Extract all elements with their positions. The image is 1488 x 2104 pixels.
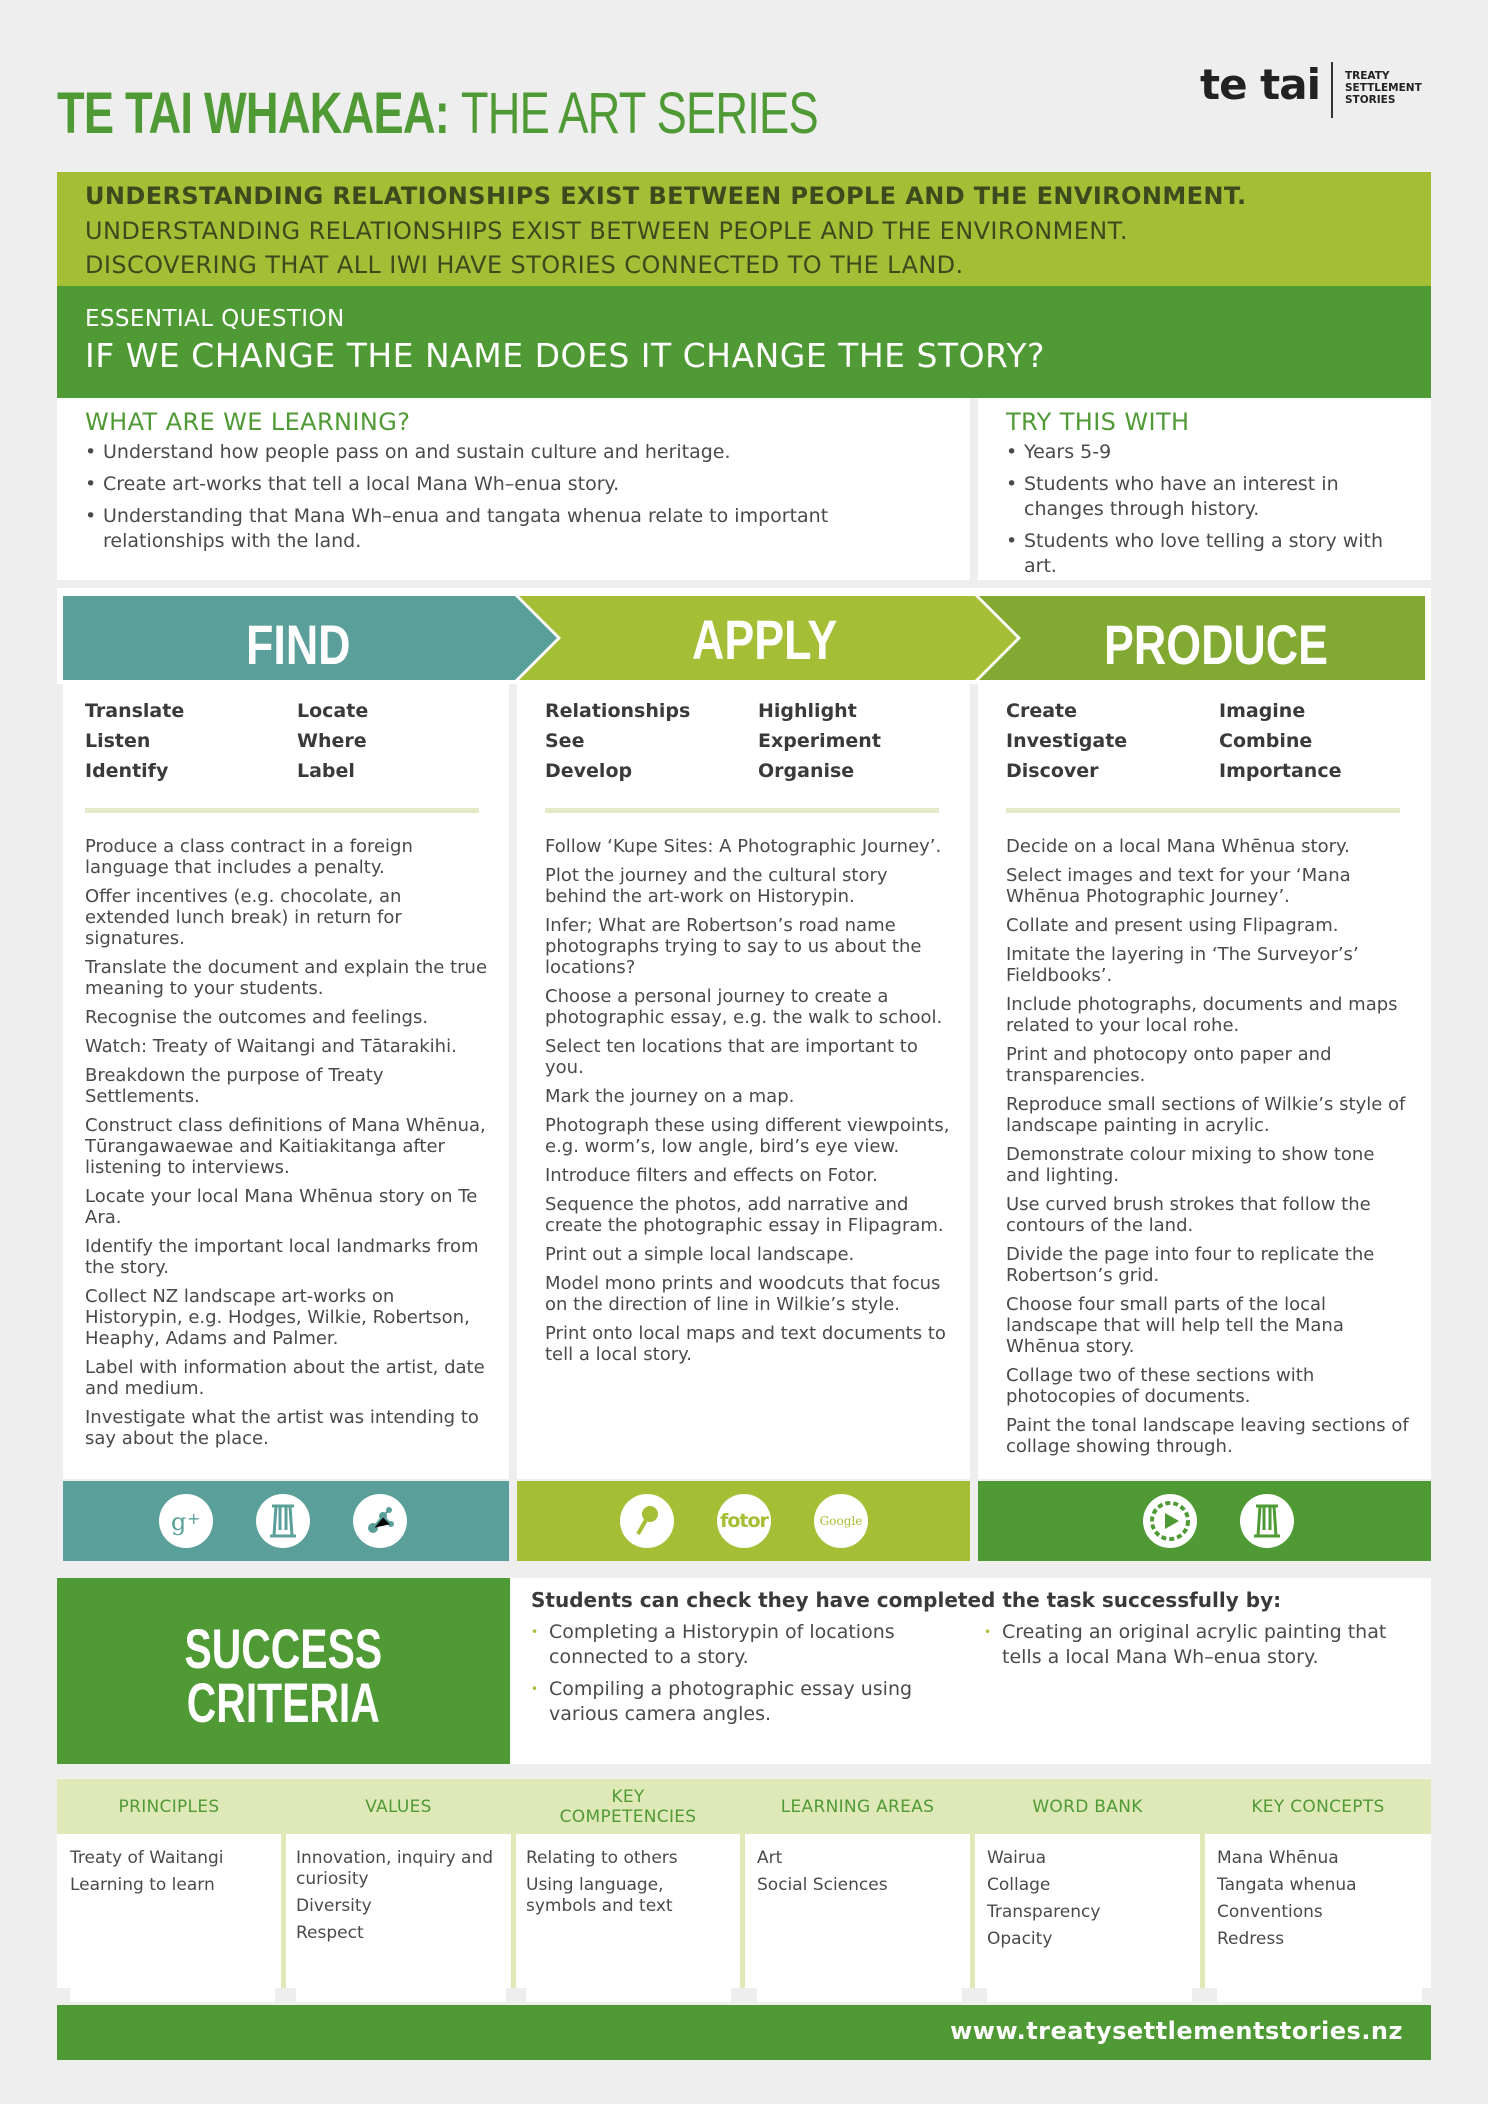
list-item: Sequence the photos, add narrative and create the photographic essay in Flipagram. xyxy=(545,1194,944,1236)
te-ara-icon[interactable] xyxy=(1240,1494,1294,1548)
map-pin-icon[interactable] xyxy=(620,1494,674,1548)
list-item: Infer; What are Robertson’s road name photographs trying to say to us about the locations? xyxy=(545,915,922,978)
table-cell-key-competencies: Relating to others Using language, symbols and text xyxy=(526,1848,731,2002)
list-item: • Compiling a photographic essay using various camera angles. xyxy=(531,1677,941,1727)
list-item: Watch: Treaty of Waitangi and Tātarakihi. xyxy=(85,1036,457,1057)
list-item: Identify the important local landmarks from the story. xyxy=(85,1236,479,1278)
find-keywords-right: Locate Where Label xyxy=(297,700,369,782)
produce-icon-bar xyxy=(978,1481,1431,1561)
list-item: Label with information about the artist, date and medium. xyxy=(85,1357,485,1399)
list-item: Investigate what the artist was intending to say about the place. xyxy=(85,1407,479,1449)
list-item: • Create art-works that tell a local Mana Wh–enua story. xyxy=(85,472,945,497)
table-cell-key-concepts: Mana Whēnua Tangata whenua Conventions Redress xyxy=(1217,1848,1422,2002)
table-header-key-concepts: KEY CONCEPTS xyxy=(1205,1779,1431,1834)
table-cell-learning-areas: Art Social Sciences xyxy=(757,1848,962,2002)
list-item: Collage two of these sections with photocopies of documents. xyxy=(1006,1365,1315,1407)
list-item: Translate the document and explain the true meaning to your students. xyxy=(85,957,488,999)
list-item: Choose four small parts of the local landscape that will help tell the Mana Whēnua story. xyxy=(1006,1294,1344,1357)
success-intro: Students can check they have completed the task successfully by: xyxy=(531,1588,1282,1612)
essential-question-label: ESSENTIAL QUESTION xyxy=(85,306,345,332)
apply-column xyxy=(517,684,970,1479)
list-item: Paint the tonal landscape leaving sections of collage showing through. xyxy=(1006,1415,1409,1457)
list-item: Construct class definitions of Mana Whēnua, Tūrangawaewae and Kaitiakitanga after listening to interviews. xyxy=(85,1115,486,1178)
apply-keywords-left: Relationships See Develop xyxy=(545,700,691,782)
list-item: • Creating an original acrylic painting that tells a local Mana Wh–enua story. xyxy=(984,1620,1414,1670)
list-item: Collect NZ landscape art-works on Historypin, e.g. Hodges, Wilkie, Robertson, Heaphy, Adams and Palmer. xyxy=(85,1286,470,1349)
footer-bar xyxy=(57,2005,1431,2060)
svg-text:+: + xyxy=(187,1509,201,1528)
list-item: Reproduce small sections of Wilkie’s style of landscape painting in acrylic. xyxy=(1006,1094,1406,1136)
page-title: TE TAI WHAKAEA: THE ART SERIES xyxy=(57,81,818,146)
list-item: • Students who have an interest in changes through history. xyxy=(1006,472,1406,522)
apply-keywords-right: Highlight Experiment Organise xyxy=(758,700,881,782)
list-item: Use curved brush strokes that follow the contours of the land. xyxy=(1006,1194,1371,1236)
list-item: Locate your local Mana Whēnua story on Te Ara. xyxy=(85,1186,478,1228)
list-item: • Understand how people pass on and sustain culture and heritage. xyxy=(85,440,945,465)
produce-column xyxy=(978,684,1431,1479)
list-item: • Students who love telling a story with art. xyxy=(1006,529,1406,579)
table-cell-word-bank: Wairua Collage Transparency Opacity xyxy=(987,1848,1192,2002)
table-header-principles: PRINCIPLES xyxy=(57,1779,281,1834)
try-heading: TRY THIS WITH xyxy=(1006,408,1190,436)
produce-keywords-left: Create Investigate Discover xyxy=(1006,700,1128,782)
list-item: Offer incentives (e.g. chocolate, an extended lunch break) in return for signatures. xyxy=(85,886,402,949)
te-ara-icon[interactable] xyxy=(256,1494,310,1548)
table-cell-values: Innovation, inquiry and curiosity Diversity Respect xyxy=(296,1848,506,2002)
logo-main-text: te tai xyxy=(1200,60,1320,109)
list-item: Divide the page into four to replicate the Robertson’s grid. xyxy=(1006,1244,1375,1286)
list-item: Model mono prints and woodcuts that focus on the direction of line in Wilkie’s style. xyxy=(545,1273,941,1315)
fotor-icon[interactable]: fotor xyxy=(717,1494,771,1548)
table-header-word-bank: WORD BANK xyxy=(975,1779,1200,1834)
list-item: Photograph these using different viewpoints, e.g. worm’s, low angle, bird’s eye view. xyxy=(545,1115,950,1157)
success-criteria-panel xyxy=(510,1578,1431,1764)
table-header-learning-areas: LEARNING AREAS xyxy=(745,1779,970,1834)
essential-question: IF WE CHANGE THE NAME DOES IT CHANGE THE STORY? xyxy=(85,336,1046,375)
find-activity-list xyxy=(85,836,490,1457)
success-list-left xyxy=(531,1620,941,1734)
produce-activity-list xyxy=(1006,836,1411,1465)
list-item: Imitate the layering in ‘The Surveyor’s’ Fieldbooks’. xyxy=(1006,944,1359,986)
produce-keywords-right: Imagine Combine Importance xyxy=(1219,700,1342,782)
find-icon-bar xyxy=(63,1481,509,1561)
logo-small-text: TREATY SETTLEMENT STORIES xyxy=(1345,70,1422,106)
objectives-banner xyxy=(57,172,1431,286)
try-list xyxy=(1006,440,1406,586)
list-item: Plot the journey and the cultural story behind the art-work on Historypin. xyxy=(545,865,888,907)
learning-list xyxy=(85,440,945,561)
learning-panel xyxy=(57,398,970,580)
table-header-values: VALUES xyxy=(286,1779,511,1834)
apply-icon-bar xyxy=(517,1481,970,1561)
list-item: Mark the journey on a map. xyxy=(545,1086,795,1107)
learning-heading: WHAT ARE WE LEARNING? xyxy=(85,408,411,436)
historypin-icon[interactable] xyxy=(353,1494,407,1548)
try-panel xyxy=(978,398,1431,580)
flipagram-play-icon[interactable] xyxy=(1143,1494,1197,1548)
list-item: Breakdown the purpose of Treaty Settlements. xyxy=(85,1065,384,1107)
objective-line-3: DISCOVERING THAT ALL IWI HAVE STORIES CONNECTED TO THE LAND. xyxy=(85,251,964,279)
list-item: Print and photocopy onto paper and transparencies. xyxy=(1006,1044,1332,1086)
list-item: Demonstrate colour mixing to show tone and lighting. xyxy=(1006,1144,1375,1186)
list-item: Recognise the outcomes and feelings. xyxy=(85,1007,429,1028)
list-item: • Years 5-9 xyxy=(1006,440,1406,465)
list-item: Choose a personal journey to create a photographic essay, e.g. the walk to school. xyxy=(545,986,943,1028)
find-title: FIND xyxy=(246,613,351,676)
list-item: Print onto local maps and text documents to tell a local story. xyxy=(545,1323,946,1365)
list-item: Follow ‘Kupe Sites: A Photographic Journey’. xyxy=(545,836,942,857)
list-item: Print out a simple local landscape. xyxy=(545,1244,855,1265)
objective-line-2: UNDERSTANDING RELATIONSHIPS EXIST BETWEEN PEOPLE AND THE ENVIRONMENT. xyxy=(85,217,1128,245)
list-item: Include photographs, documents and maps related to your local rohe. xyxy=(1006,994,1398,1036)
list-item: • Completing a Historypin of locations connected to a story. xyxy=(531,1620,941,1670)
list-item: Decide on a local Mana Whēnua story. xyxy=(1006,836,1350,857)
svg-text:g: g xyxy=(171,1508,187,1536)
apply-title: APPLY xyxy=(692,608,838,671)
objective-line-1: UNDERSTANDING RELATIONSHIPS EXIST BETWEEN PEOPLE AND THE ENVIRONMENT. xyxy=(85,182,1247,210)
google-maps-icon[interactable]: Google xyxy=(814,1494,868,1548)
table-cell-principles: Treaty of Waitangi Learning to learn xyxy=(70,1848,275,2002)
table-header-key-competencies: KEY COMPETENCIES xyxy=(516,1779,740,1834)
produce-title: PRODUCE xyxy=(1104,613,1329,676)
find-keywords-left: Translate Listen Identify xyxy=(85,700,185,782)
success-list-right xyxy=(984,1620,1414,1677)
success-criteria-title: SUCCESS CRITERIA xyxy=(57,1578,510,1764)
apply-activity-list xyxy=(545,836,950,1373)
google-plus-icon[interactable] xyxy=(159,1494,213,1548)
footer-url-link[interactable]: www.treatysettlementstories.nz xyxy=(950,2017,1403,2045)
list-item: Select images and text for your ‘Mana Whēnua Photographic Journey’. xyxy=(1006,865,1351,907)
list-item: Produce a class contract in a foreign language that includes a penalty. xyxy=(85,836,413,878)
list-item: • Understanding that Mana Wh–enua and tangata whenua relate to important relationships with the land. xyxy=(85,504,945,554)
list-item: Select ten locations that are important to you. xyxy=(545,1036,918,1078)
list-item: Introduce filters and effects on Fotor. xyxy=(545,1165,878,1186)
find-column xyxy=(63,684,509,1479)
essential-question-banner xyxy=(57,286,1431,398)
list-item: Collate and present using Flipagram. xyxy=(1006,915,1339,936)
